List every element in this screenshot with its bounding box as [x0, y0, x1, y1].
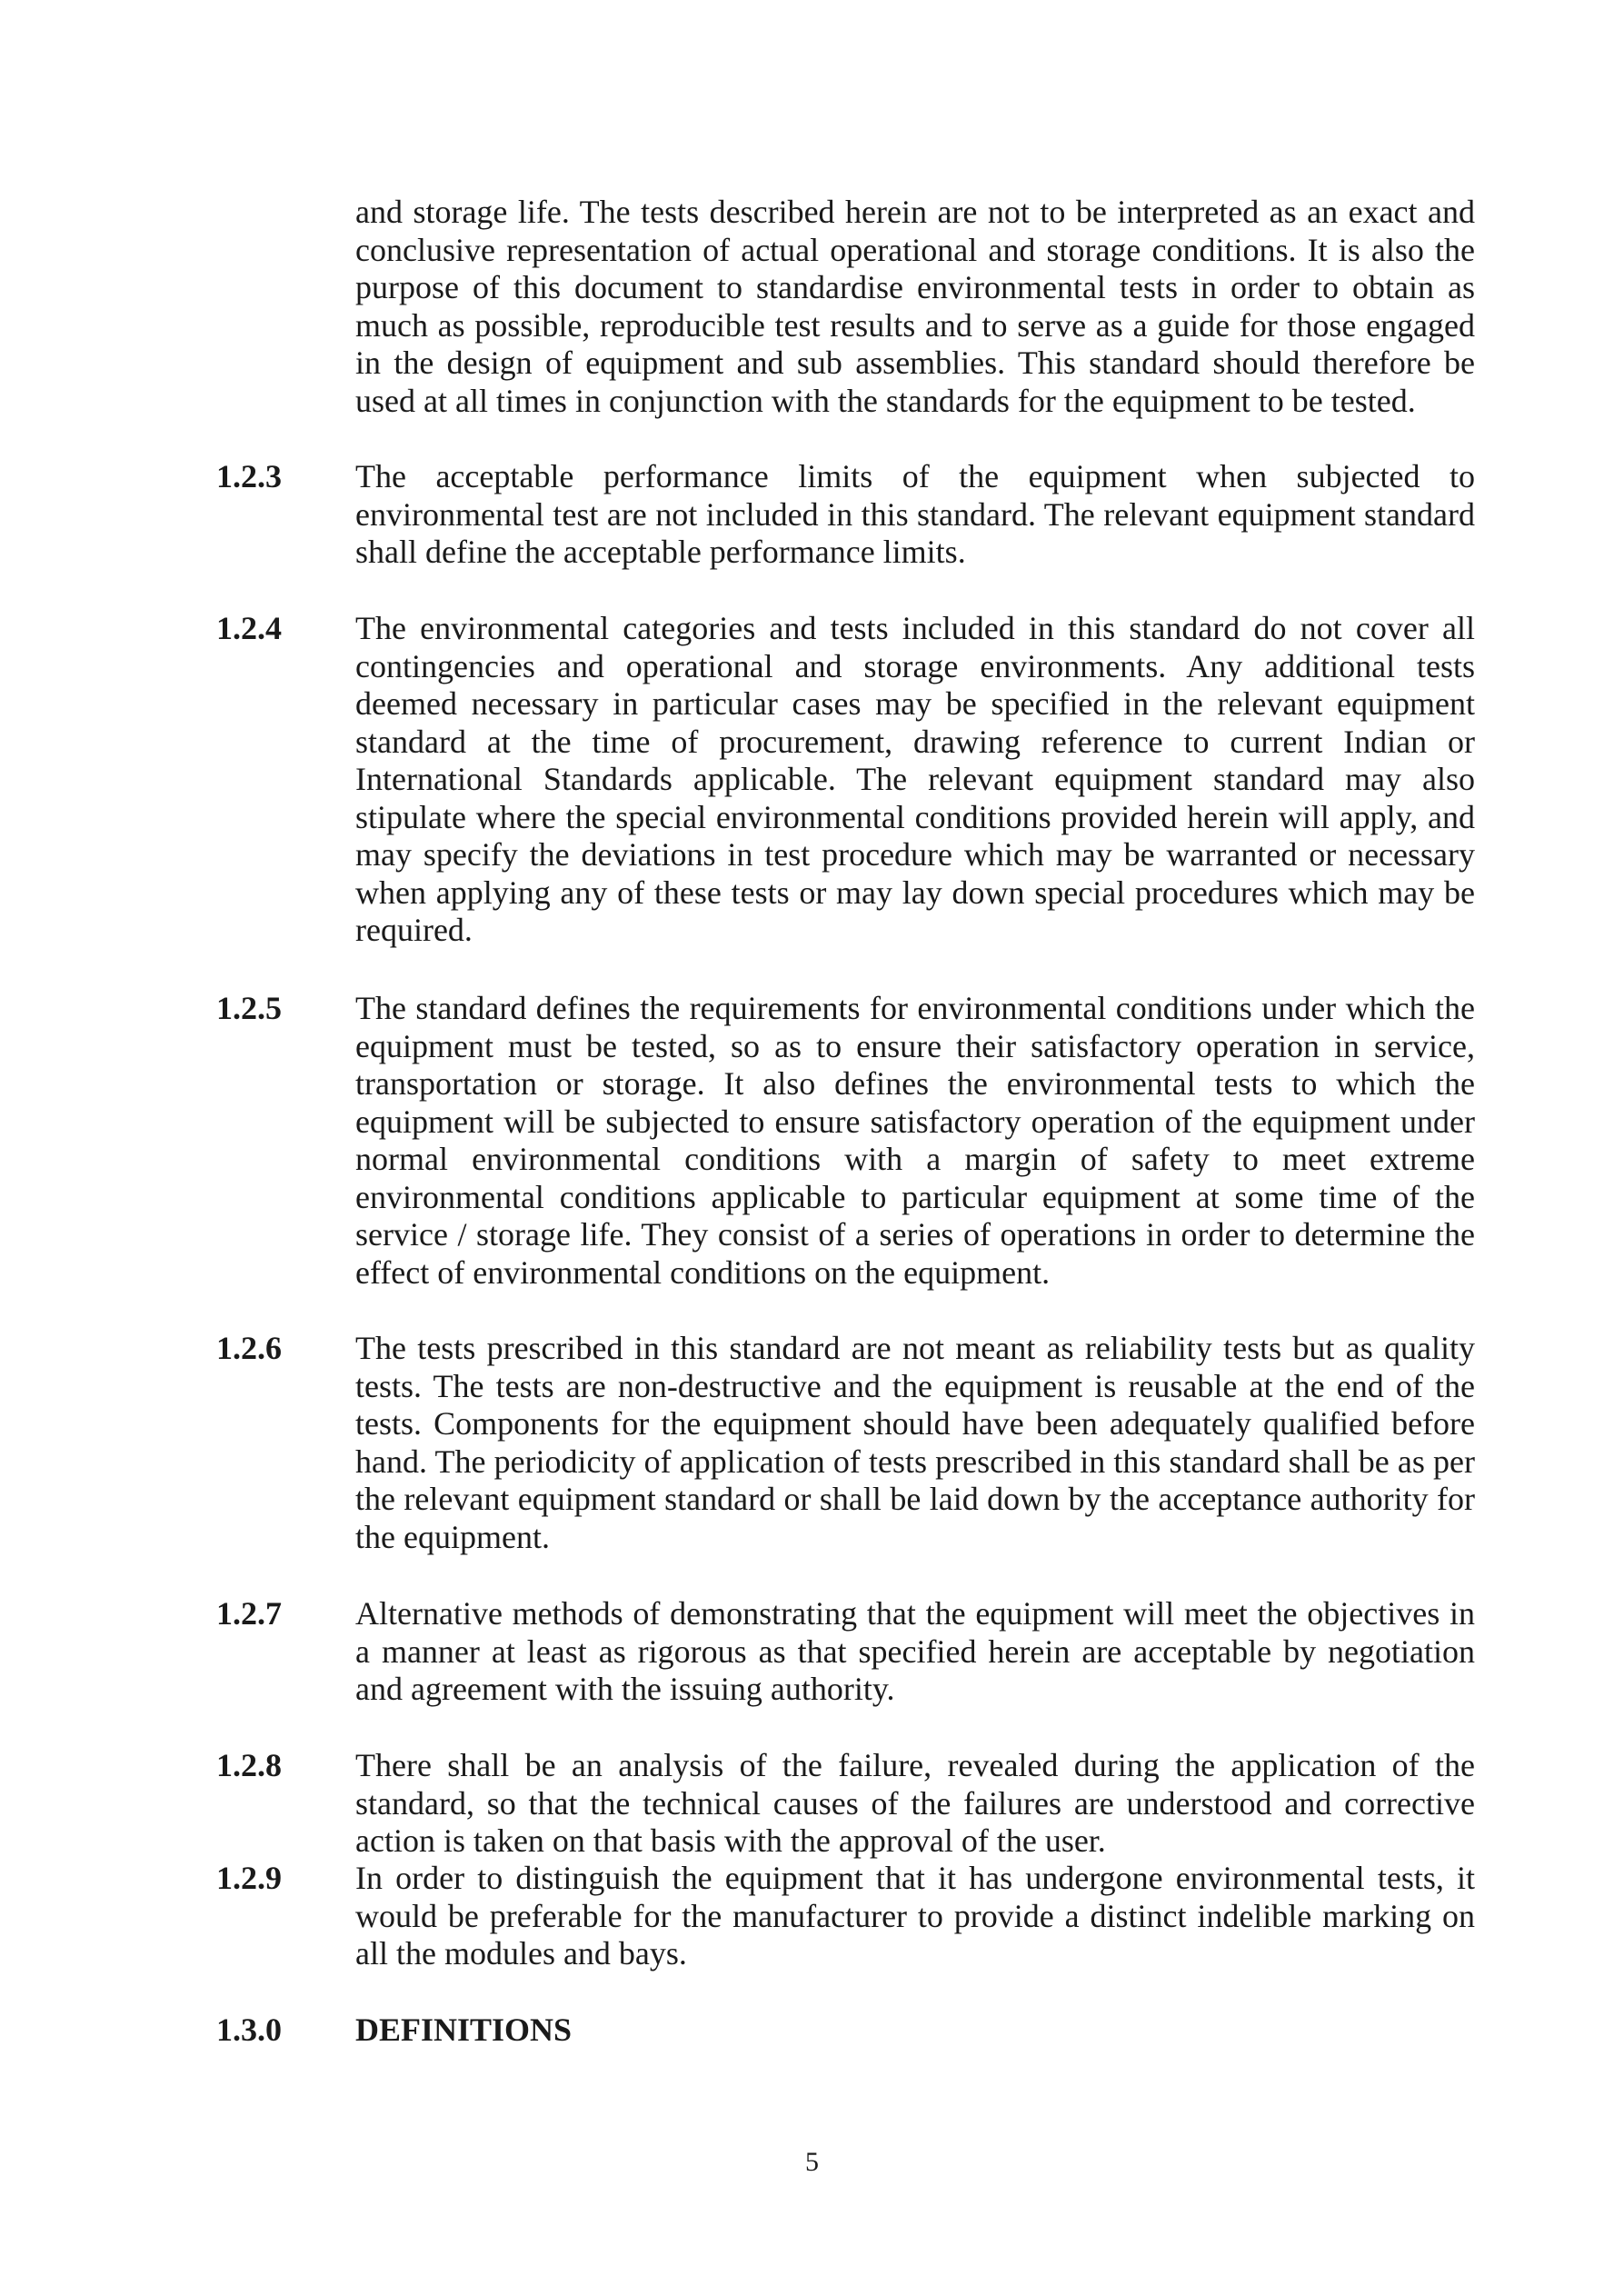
clause-text: The acceptable performance limits of the equipment when subjected to environmental test are not included in this standard. The relevant equipment standard shall define the acceptable performance limits.	[355, 458, 1475, 570]
clause-number: 1.2.8	[216, 1747, 282, 1783]
clause-1-2-5	[216, 990, 1475, 1292]
clause-text: Alternative methods of demonstrating that the equipment will meet the objectives in a manner at least as rigorous as that specified herein are acceptable by negotiation and agreement with the issuing authority.	[355, 1595, 1475, 1707]
clause-text: The tests prescribed in this standard are not meant as reliability tests but as quality tests. The tests are non-destructive and the equipment is reusable at the end of the tests. Components for the equipment should have been adequately qualified before hand. The periodicity of application of tests prescribed in this standard shall be as per the relevant equipment standard or shall be laid down by the acceptance authority for the equipment.	[355, 1330, 1475, 1555]
clause-number: 1.2.9	[216, 1860, 282, 1896]
section-title: DEFINITIONS	[355, 2011, 573, 2048]
clause-number: 1.2.4	[216, 610, 282, 646]
clause-text: The standard defines the requirements for environmental conditions under which the equipment must be tested, so as to ensure their satisfactory operation in service, transportation or storage. It also defines the environmental tests to which the equipment will be subjected to ensure satisfactory operation of the equipment under normal environmental conditions with a margin of safety to meet extreme environmental conditions applicable to particular equipment at some time of the service / storage life. They consist of a series of operations in order to determine the effect of environmental conditions on the equipment.	[355, 990, 1475, 1291]
clause-number: 1.2.7	[216, 1595, 282, 1632]
clause-1-2-6	[216, 1330, 1475, 1556]
page-number: 5	[805, 2147, 819, 2177]
clause-text: In order to distinguish the equipment that it has undergone environmental tests, it would be preferable for the manufacturer to provide a distinct indelible marking on all the modules and bays.	[355, 1860, 1475, 1972]
clause-text: The environmental categories and tests included in this standard do not cover all contingencies and operational and storage environments. Any additional tests deemed necessary in particular cases may be specified in the relevant equipment standard at the time of procurement, drawing reference to current Indian or International Standards applicable. The relevant equipment standard may also stipulate where the special environmental conditions provided herein will apply, and may specify the deviations in test procedure which may be warranted or necessary when applying any of these tests or may lay down special procedures which may be required.	[355, 610, 1475, 948]
section-number: 1.3.0	[216, 2011, 282, 2048]
clause-1-2-9	[216, 1860, 1475, 1973]
clause-1-2-4	[216, 610, 1475, 950]
clause-number: 1.2.3	[216, 458, 282, 494]
clause-1-2-7	[216, 1595, 1475, 1709]
continued-paragraph: and storage life. The tests described herein are not to be interpreted as an exact and conclusive representation of actual operational and storage conditions. It is also the purpose of this document to standardise environmental tests in order to obtain as much as possible, reproducible test results and to serve as a guide for those engaged in the design of equipment and sub assemblies. This standard should therefore be used at all times in conjunction with the standards for the equipment to be tested.	[355, 194, 1475, 419]
clause-number: 1.2.5	[216, 990, 282, 1026]
clause-text: There shall be an analysis of the failure, revealed during the application of the standard, so that the technical causes of the failures are understood and corrective action is taken on that basis with the approval of the user.	[355, 1747, 1475, 1859]
section-heading	[216, 2011, 1475, 2050]
clause-1-2-8	[216, 1747, 1475, 1861]
clause-1-2-3	[216, 458, 1475, 572]
clause-number: 1.2.6	[216, 1330, 282, 1366]
